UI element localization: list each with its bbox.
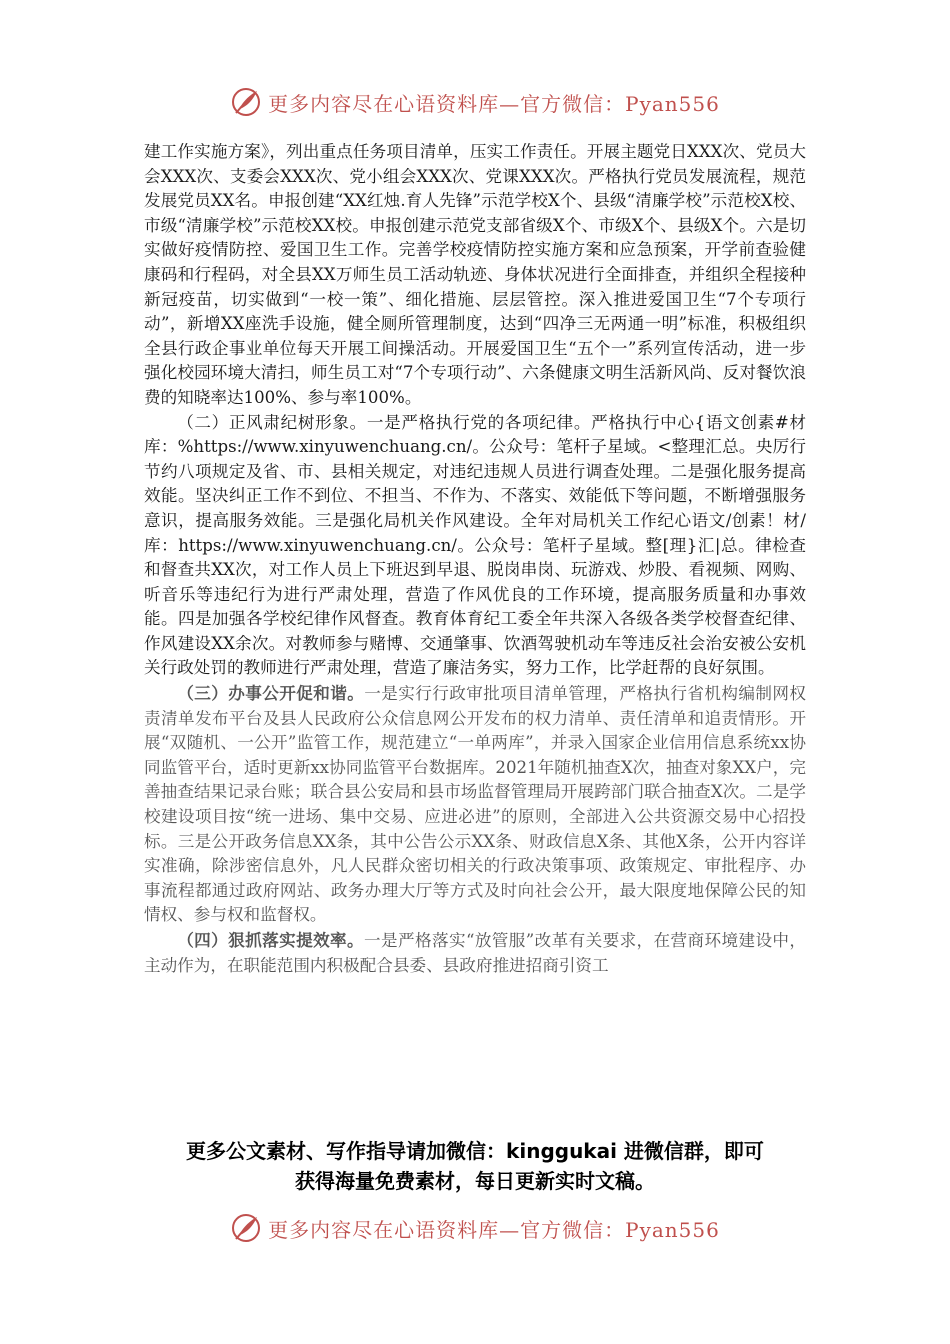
footer-banner [0, 1208, 950, 1248]
promo-notice [100, 1136, 850, 1196]
paragraph-continuation: 建工作实施方案》，列出重点任务项目清单，压实工作责任。开展主题党日XXX次、党员大会XXX次、支委会XXX次、党小组会XXX次、党课XXX次。严格执行党员发展流程，规范发展党员XX名。申报创建“XX红烛.育人先锋”示范学校X个、县级“清廉学校”示范校X校、市级“清廉学校”示范校XX校。申报创建示范党支部省级X个、市级X个、县级X个。六是切实做好疫情防控、爱国卫生工作。完善学校疫情防控实施方案和应急预案，开学前查验健康码和行程码，对全县XX万师生员工活动轨迹、身体状况进行全面排查，并组织全程接种新冠疫苗，切实做到“一校一策”、细化措施、层层管控。深入推进爱国卫生“7个专项行动”，新增XX座洗手设施，健全厕所管理制度，达到“四净三无两通一明”标准，积极组织全县行政企事业单位每天开展工间操活动。开展爱国卫生“五个一”系列宣传活动，进一步强化校园环境大清扫，师生员工对“7个专项行动”、六条健康文明生活新风尚、反对餐饮浪费的知晓率达100%、参与率100%。 [144, 142, 806, 407]
paragraph-section-4 [144, 928, 806, 978]
quill-logo-icon [230, 86, 262, 118]
document-body [144, 140, 806, 978]
paragraph-section-3 [144, 681, 806, 928]
promo-line-1: 更多公文素材、写作指导请加微信：kinggukai 进微信群，即可 [186, 1139, 764, 1163]
section-3-body: 一是实行行政审批项目清单管理，严格执行省机构编制网权责清单发布平台及县人民政府公众信息网公开发布的权力清单、责任清单和追责情形。开展“双随机、一公开”监管工作，规范建立“一单两库”，并录入国家企业信用信息系统xx协同监管平台，适时更新xx协同监管平台数据库。2021年随机抽查X次，抽查对象XX户，完善抽查结果记录台账；联合县公安局和县市场监督管理局开展跨部门联合抽查X次。二是学校建设项目按“统一进场、集中交易、应进必进”的原则，全部进入公共资源交易中心招投标。三是公开政务信息XX条，其中公告公示XX条、财政信息X条、其他X条，公开内容详实准确，除涉密信息外，凡人民群众密切相关的行政决策事项、政策规定、审批程序、办事流程都通过政府网站、政务办理大厅等方式及时向社会公开，最大限度地保障公民的知情权、参与权和监督权。 [144, 684, 807, 925]
footer-banner-text: 更多内容尽在心语资料库—官方微信：Pyan556 [268, 1217, 720, 1242]
promo-line-2: 获得海量免费素材，每日更新实时文稿。 [295, 1169, 655, 1193]
section-4-heading: （四）狠抓落实提效率。 [177, 930, 365, 950]
quill-logo-icon [230, 1212, 262, 1244]
section-3-heading: （三）办事公开促和谐。 [177, 683, 365, 704]
header-banner-text: 更多内容尽在心语资料库—官方微信：Pyan556 [268, 91, 720, 116]
header-banner [0, 82, 950, 122]
section-4-body: 一是严格落实“放管服”改革有关要求，在营商环境建设中，主动作为，在职能范围内积极配合县委、县政府推进招商引资工 [144, 931, 807, 975]
paragraph-section-2: （二）正风肃纪树形象。一是严格执行党的各项纪律。严格执行中心{语文创素#材库：%https://www.xinyuwenchuang.cn/。公众号：笔杆子星域。<整理汇总。央厉行节约八项规定及省、市、县相关规定，对违纪违规人员进行调查处理。二是强化服务提高效能。坚决纠正工作不到位、不担当、不作为、不落实、效能低下等问题，不断增强服务意识，提高服务效能。三是强化局机关作风建设。全年对局机关工作纪心语文/创素！材/库：https://www.xinyuwenchuang.cn/。公众号：笔杆子星域。整[理}汇|总。律检查和督查共XX次，对工作人员上下班迟到早退、脱岗串岗、玩游戏、炒股、看视频、网购、听音乐等违纪行为进行严肃处理，营造了作风优良的工作环境，提高服务质量和办事效能。四是加强各学校纪律作风督查。教育体育纪工委全年共深入各级各类学校督查纪律、作风建设XX余次。对教师参与赌博、交通肇事、饮酒驾驶机动车等违反社会治安被公安机关行政处罚的教师进行严肃处理，营造了廉洁务实，努力工作，比学赶帮的良好氛围。 [144, 412, 806, 678]
